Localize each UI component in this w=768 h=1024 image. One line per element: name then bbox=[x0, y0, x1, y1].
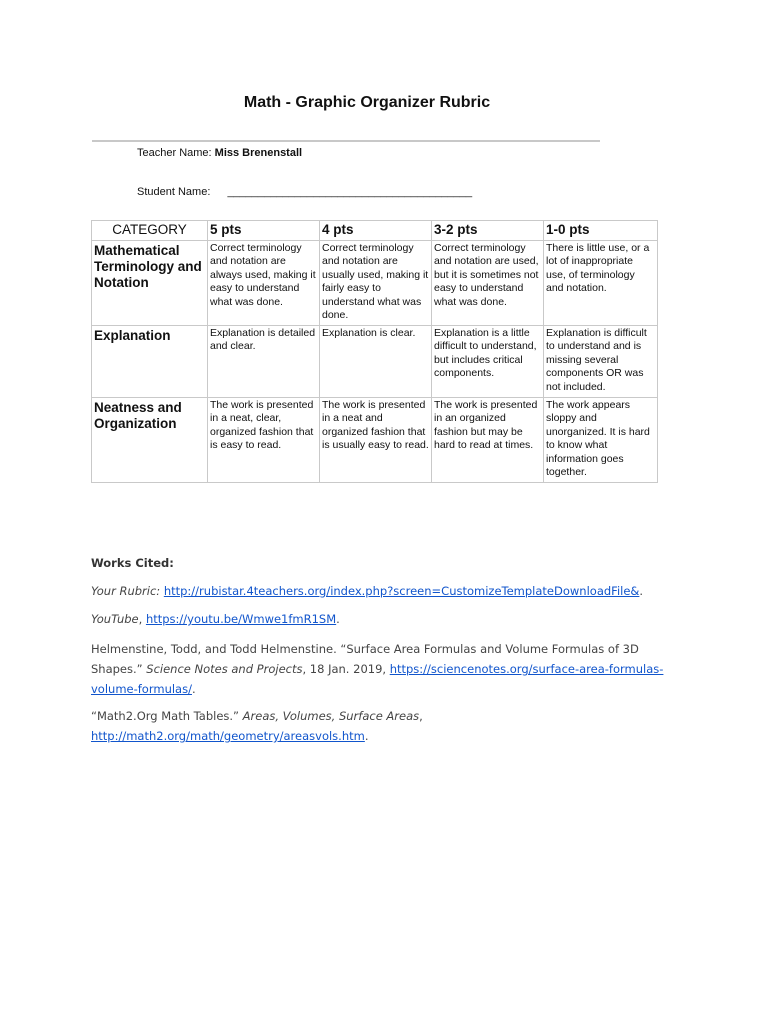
criteria-cell: The work is presented in a neat and organized fashion that is usually easy to read. bbox=[320, 398, 432, 483]
citation-prefix: Your Rubric: bbox=[91, 584, 164, 598]
citation-link[interactable]: https://sciencenotes.org/surface-area-formulas-volume-formulas/ bbox=[91, 662, 664, 696]
citation-link[interactable]: https://youtu.be/Wmwe1fmR1SM bbox=[145, 612, 337, 626]
citation-separator: , bbox=[419, 709, 423, 723]
citation-separator: , bbox=[138, 612, 146, 626]
citation-suffix: . bbox=[336, 612, 340, 626]
header-5-pts: 5 pts bbox=[208, 221, 320, 241]
teacher-name-label: Teacher Name: bbox=[137, 147, 212, 159]
student-name-label: Student Name: bbox=[137, 186, 211, 198]
teacher-name-value: Miss Brenenstall bbox=[214, 147, 303, 159]
title-divider bbox=[92, 140, 600, 142]
rubric-row-terminology bbox=[92, 241, 658, 326]
criteria-cell: Explanation is clear. bbox=[320, 326, 432, 398]
works-cited-heading: Works Cited: bbox=[91, 556, 174, 570]
citation-suffix: . bbox=[364, 729, 369, 743]
criteria-cell: The work is presented in an organized fashion but may be hard to read at times. bbox=[432, 398, 544, 483]
criteria-cell: The work appears sloppy and unorganized. It is hard to know what information goes together. bbox=[544, 398, 658, 483]
rubric-header-row bbox=[92, 221, 658, 241]
criteria-cell: Correct terminology and notation are always used, making it easy to understand what was done. bbox=[208, 241, 320, 326]
rubric-table bbox=[91, 220, 658, 483]
header-4-pts: 4 pts bbox=[320, 221, 432, 241]
citation-link[interactable]: http://rubistar.4teachers.org/index.php?screen=CustomizeTemplateDownloadFile& bbox=[163, 584, 640, 598]
criteria-cell: Correct terminology and notation are used, but it is sometimes not easy to understand what was done. bbox=[432, 241, 544, 326]
rubric-row-explanation bbox=[92, 326, 658, 398]
header-3-2-pts: 3-2 pts bbox=[432, 221, 544, 241]
citation-rubric bbox=[91, 581, 643, 601]
citation-suffix: . bbox=[639, 584, 644, 598]
category-cell: Mathematical Terminology and Notation bbox=[92, 241, 208, 326]
category-cell: Explanation bbox=[92, 326, 208, 398]
citation-math2 bbox=[91, 706, 666, 746]
criteria-cell: Explanation is detailed and clear. bbox=[208, 326, 320, 398]
citation-link[interactable]: http://math2.org/math/geometry/areasvols.htm bbox=[91, 729, 365, 743]
criteria-cell: Correct terminology and notation are usually used, making it fairly easy to understand what was done. bbox=[320, 241, 432, 326]
citation-suffix: . bbox=[191, 682, 196, 696]
criteria-cell: Explanation is difficult to understand and is missing several components OR was not included. bbox=[544, 326, 658, 398]
citation-sciencenotes bbox=[91, 639, 666, 699]
teacher-name-line bbox=[137, 147, 302, 159]
citation-source: Science Notes and Projects bbox=[146, 662, 303, 676]
category-cell: Neatness and Organization bbox=[92, 398, 208, 483]
criteria-cell: There is little use, or a lot of inappropriate use, of terminology and notation. bbox=[544, 241, 658, 326]
citation-source: Areas, Volumes, Surface Areas bbox=[242, 709, 420, 723]
rubric-row-neatness bbox=[92, 398, 658, 483]
student-name-blank: ________________________________________ bbox=[227, 186, 473, 198]
citation-date: , 18 Jan. 2019, bbox=[302, 662, 390, 676]
criteria-cell: Explanation is a little difficult to understand, but includes critical components. bbox=[432, 326, 544, 398]
citation-prefix: YouTube bbox=[91, 612, 139, 626]
header-1-0-pts: 1-0 pts bbox=[544, 221, 658, 241]
student-name-line bbox=[137, 186, 472, 198]
citation-youtube bbox=[91, 609, 340, 629]
criteria-cell: The work is presented in a neat, clear, organized fashion that is easy to read. bbox=[208, 398, 320, 483]
header-category: CATEGORY bbox=[92, 221, 208, 241]
citation-prefix: “Math2.Org Math Tables.” bbox=[91, 709, 243, 723]
document-title: Math - Graphic Organizer Rubric bbox=[243, 94, 491, 111]
citation-prefix: Helmenstine, Todd, and Todd Helmenstine. “Surface Area Formulas and Volume Formulas of 3D Shapes.” bbox=[91, 642, 639, 676]
